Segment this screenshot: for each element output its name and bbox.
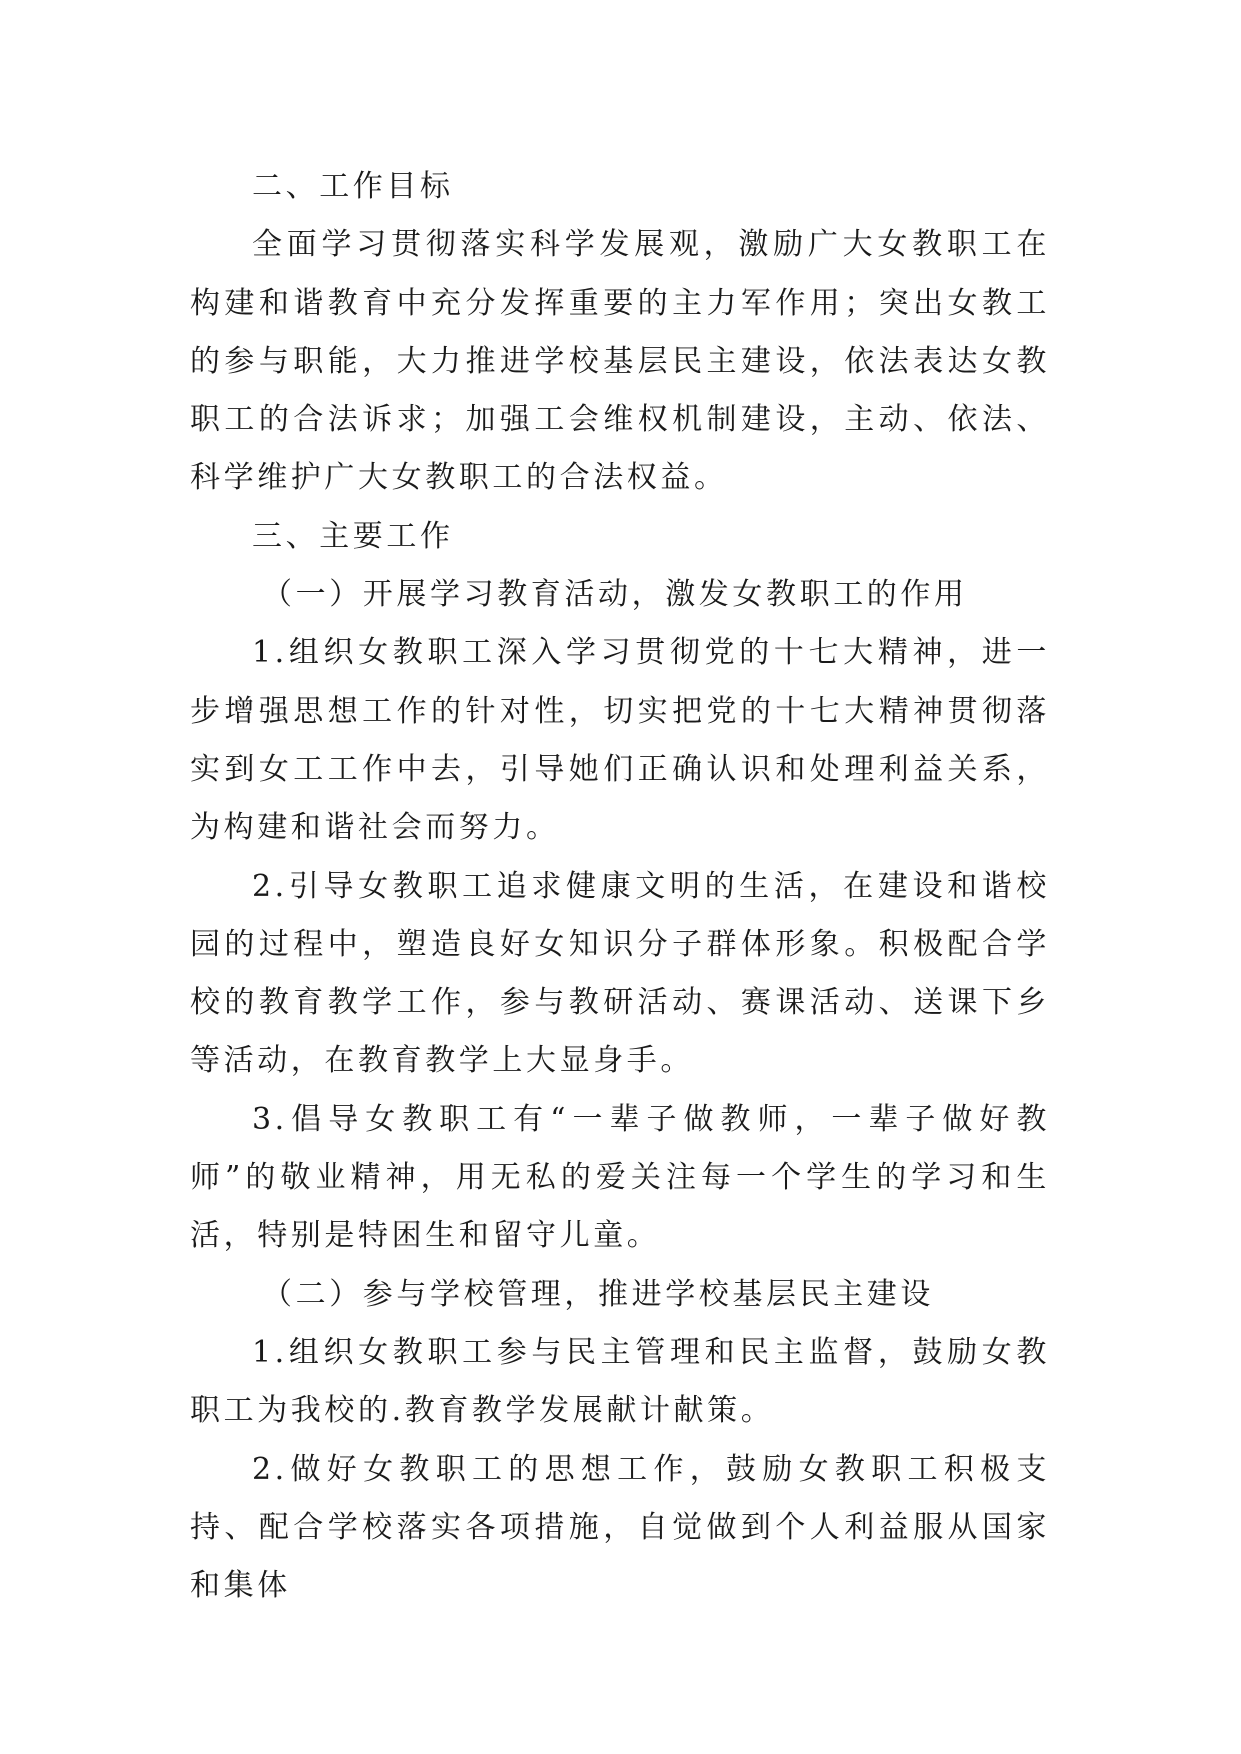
subsection-heading: （一）开展学习教育活动，激发女教职工的作用 (262, 577, 968, 613)
list-item: 3.倡导女教职工有“一辈子做教师，一辈子做好教师”的敬业精神，用无私的爱关注每一个学生的学习和生活，特别是特困生和留守儿童。 (190, 1101, 1050, 1254)
section-heading: 三、主要工作 (252, 518, 454, 554)
list-item: 2.做好女教职工的思想工作，鼓励女教职工积极支持、配合学校落实各项措施，自觉做到个人利益服从国家和集体 (190, 1451, 1050, 1604)
list-item: 2.引导女教职工追求健康文明的生活，在建设和谐校园的过程中，塑造良好女知识分子群体形象。积极配合学校的教育教学工作，参与教研活动、赛课活动、送课下乡等活动，在教育教学上大显身手。 (190, 868, 1050, 1079)
subsection-heading: （二）参与学校管理，推进学校基层民主建设 (262, 1276, 934, 1312)
list-item: 1.组织女教职工参与民主管理和民主监督，鼓励女教职工为我校的.教育教学发展献计献策。 (190, 1334, 1050, 1429)
paragraph: 全面学习贯彻落实科学发展观，激励广大女教职工在构建和谐教育中充分发挥重要的主力军作用；突出女教工的参与职能，大力推进学校基层民主建设，依法表达女教职工的合法诉求；加强工会维权机制建设，主动、依法、科学维护广大女教职工的合法权益。 (190, 227, 1050, 496)
list-item: 1.组织女教职工深入学习贯彻党的十七大精神，进一步增强思想工作的针对性，切实把党的十七大精神贯彻落实到女工工作中去，引导她们正确认识和处理利益关系，为构建和谐社会而努力。 (190, 635, 1050, 846)
section-heading: 二、工作目标 (252, 169, 454, 204)
document-body (190, 158, 1050, 1615)
